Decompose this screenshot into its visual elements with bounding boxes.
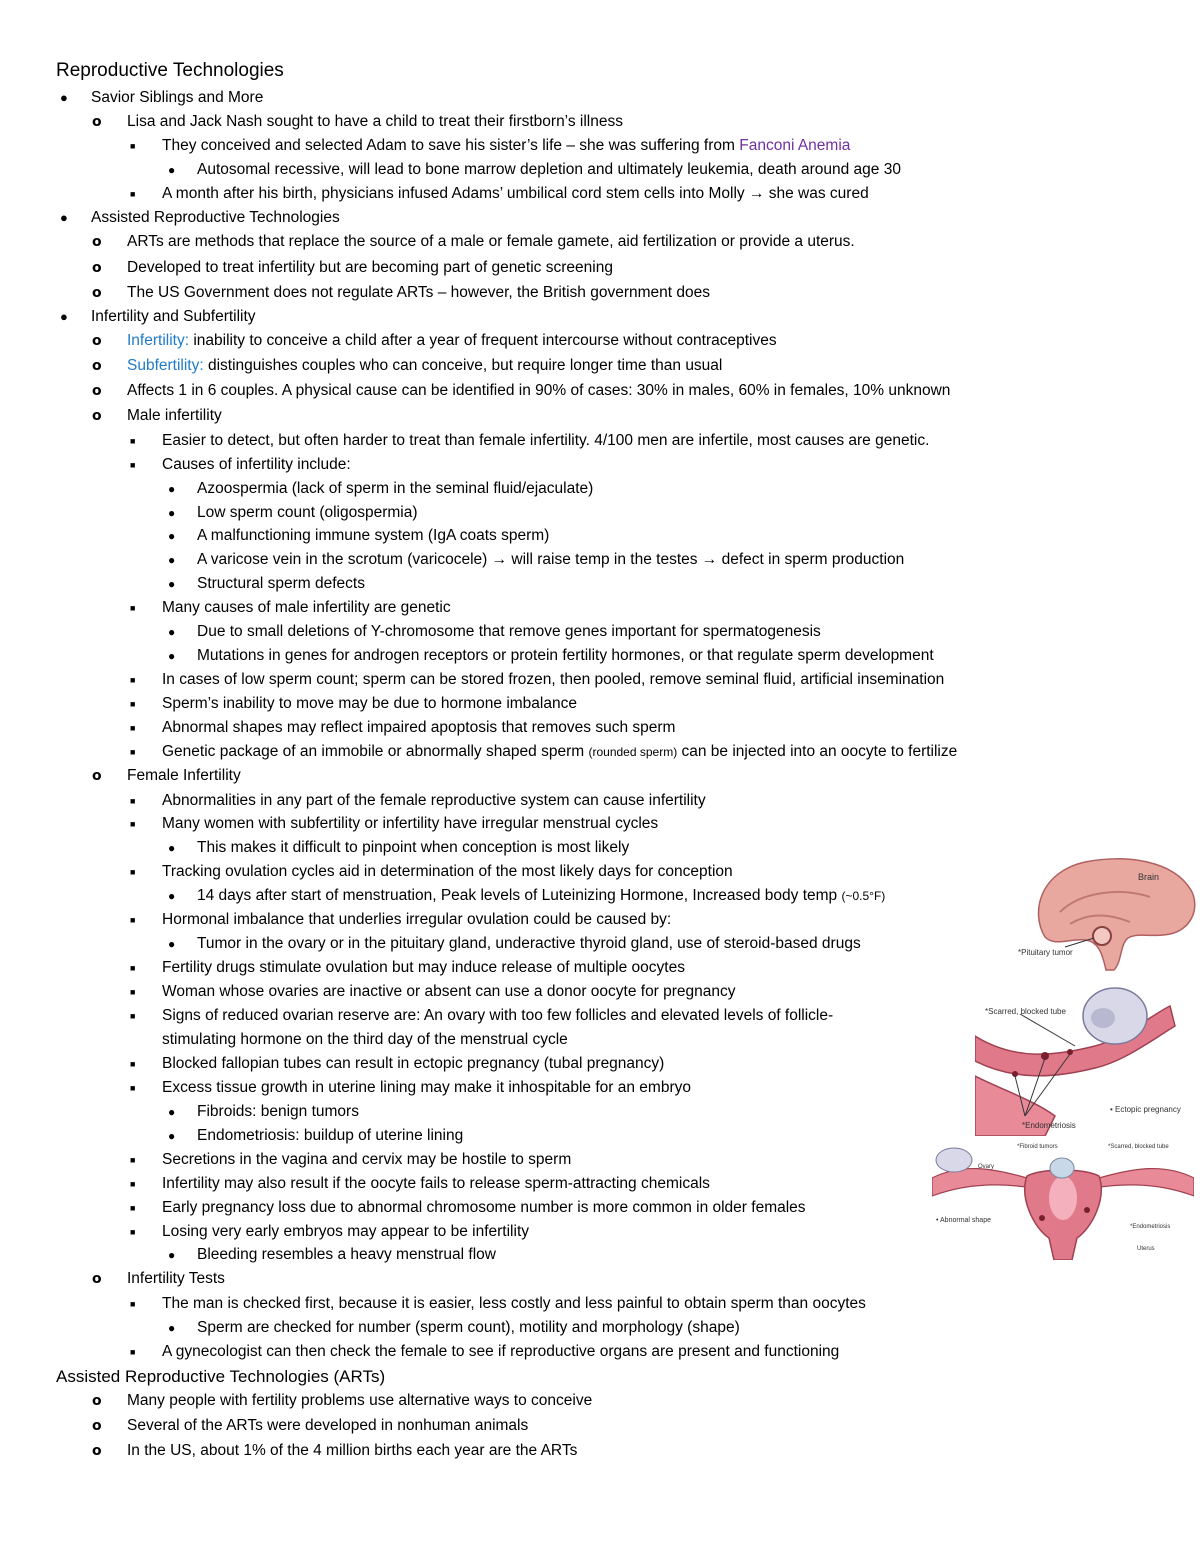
bullet-circle-icon: o xyxy=(92,333,102,349)
bullet-square-icon: ■ xyxy=(130,1059,136,1069)
bullet-square-icon: ■ xyxy=(130,723,136,733)
section-heading: Assisted Reproductive Technologies (ARTs) xyxy=(56,1367,386,1386)
uterus-figure xyxy=(932,1138,1194,1260)
bullet-square-icon: ■ xyxy=(130,915,136,925)
label-scarred: *Scarred, blocked tube xyxy=(985,1007,1066,1016)
term-subfertility: Subfertility: xyxy=(127,357,204,374)
page-title: Reproductive Technologies xyxy=(56,60,284,81)
bullet-square-icon: ■ xyxy=(130,141,136,151)
bullet-square-icon: ■ xyxy=(130,1227,136,1237)
label-abnormal-shape: • Abnormal shape xyxy=(936,1217,991,1224)
uterus-illustration xyxy=(932,1138,1194,1260)
bullet-disc-icon: ● xyxy=(168,506,176,520)
blocked-tube-figure xyxy=(975,976,1200,1136)
label-endometriosis-2: *Endometriosis xyxy=(1130,1224,1171,1230)
bullet-circle-icon: o xyxy=(92,383,102,399)
bullet-circle-icon: o xyxy=(92,1393,102,1409)
bullet-circle-icon: o xyxy=(92,1418,102,1434)
bullet-disc-icon: ● xyxy=(168,577,176,591)
label-endometriosis: *Endometriosis xyxy=(1022,1121,1076,1130)
bullet-square-icon: ■ xyxy=(130,1155,136,1165)
bullet-circle-icon: o xyxy=(92,408,102,424)
label-fibroid: *Fibroid tumors xyxy=(1017,1144,1058,1150)
bullet-square-icon: ■ xyxy=(130,460,136,470)
bullet-disc-icon: ● xyxy=(168,649,176,663)
label-pituitary: *Pituitary tumor xyxy=(1018,948,1073,957)
label-ectopic: • Ectopic pregnancy xyxy=(1110,1105,1181,1114)
brain-illustration xyxy=(1010,852,1200,972)
bullet-circle-icon: o xyxy=(92,768,102,784)
label-scarred-2: *Scarred, blocked tube xyxy=(1108,1144,1169,1150)
bullet-square-icon: ■ xyxy=(130,675,136,685)
bullet-disc-icon: ● xyxy=(168,529,176,543)
label-uterus: Uterus xyxy=(1137,1246,1155,1252)
bullet-disc-icon: ● xyxy=(168,841,176,855)
bullet-circle-icon: o xyxy=(92,114,102,130)
bullet-disc-icon: ● xyxy=(168,937,176,951)
bullet-square-icon: ■ xyxy=(130,189,136,199)
bullet-disc-icon: ● xyxy=(168,625,176,639)
reproductive-tract-illustration xyxy=(975,976,1200,1136)
bullet-circle-icon: o xyxy=(92,1271,102,1287)
bullet-square-icon: ■ xyxy=(130,1179,136,1189)
bullet-square-icon: ■ xyxy=(130,819,136,829)
bullet-disc-icon: ● xyxy=(168,553,176,567)
bullet-square-icon: ■ xyxy=(130,796,136,806)
bullet-square-icon: ■ xyxy=(130,1083,136,1093)
bullet-circle-icon: o xyxy=(92,234,102,250)
brain-pituitary-figure xyxy=(1010,852,1200,972)
bullet-disc-icon: ● xyxy=(168,889,176,903)
bullet-circle-icon: o xyxy=(92,285,102,301)
bullet-disc-icon: ● xyxy=(60,210,68,225)
label-brain: Brain xyxy=(1138,872,1160,882)
bullet-square-icon: ■ xyxy=(130,699,136,709)
bullet-circle-icon: o xyxy=(92,1443,102,1459)
bullet-disc-icon: ● xyxy=(60,309,68,324)
bullet-square-icon: ■ xyxy=(130,1299,136,1309)
bullet-disc-icon: ● xyxy=(168,163,176,177)
label-ovary: Ovary xyxy=(978,1164,995,1170)
bullet-square-icon: ■ xyxy=(130,1347,136,1357)
highlight-fanconi: Fanconi Anemia xyxy=(739,137,851,154)
bullet-disc-icon: ● xyxy=(168,1129,176,1143)
bullet-square-icon: ■ xyxy=(130,963,136,973)
bullet-disc-icon: ● xyxy=(168,1321,176,1335)
bullet-circle-icon: o xyxy=(92,358,102,374)
bullet-disc-icon: ● xyxy=(168,482,176,496)
bullet-circle-icon: o xyxy=(92,260,102,276)
bullet-square-icon: ■ xyxy=(130,436,136,446)
bullet-square-icon: ■ xyxy=(130,1203,136,1213)
bullet-square-icon: ■ xyxy=(130,747,136,757)
bullet-square-icon: ■ xyxy=(130,867,136,877)
bullet-square-icon: ■ xyxy=(130,987,136,997)
bullet-square-icon: ■ xyxy=(130,603,136,613)
bullet-disc-icon: ● xyxy=(60,90,68,105)
bullet-square-icon: ■ xyxy=(130,1011,136,1021)
bullet-disc-icon: ● xyxy=(168,1105,176,1119)
bullet-disc-icon: ● xyxy=(168,1248,176,1262)
term-infertility: Infertility: xyxy=(127,332,190,349)
document-page: Reproductive Technologies ● Savior Siblings and More o Lisa and Jack Nash sought to have a child to treat their firstborn’s illness ■ They conceived and selected Adam to save his sister’s life – she was suffering from Fanconi Anemia ● Autosomal recessive, will lead to bone marrow depletion and ultimately leukemia, death around age 30 ■ A month after his birth, physicians infused Adams’ umbilical cord stem cells into Molly → she was cured ● Assisted Reproductive Technologies o ARTs are methods that replace the source of a male or female gamete, aid fertilization or provide a uterus. o Developed to treat infertility but are becoming part of genetic screening o The US Government does not regulate ARTs – however, the British government does ● Infertility and Subfertility o Infertility: inability to conceive a child after a year of frequent intercourse without contraceptives o Subfertility: distinguishes couples who can conceive, but require longer time than usual o Affects 1 in 6 couples. A physical cause can be identified in 90% of cases: 30% in males, 60% in females, 10% unknown o Male infertility ■ Easier to detect, but often harder to treat than female infertility. 4/100 men are infertile, most causes are genetic. ■ Causes of infertility include: ● Azoospermia (lack of sperm in the seminal fluid/ejaculate) ● Low sperm count (oligospermia) ● A malfunctioning immune system (IgA coats sperm) ● A varicose vein in the scrotum (varicocele) → will raise temp in the testes → defect in sperm production ● Structural sperm defects ■ Many causes of male infertility are genetic ● Due to small deletions of Y-chromosome that remove genes important for spermatogenesis ● Mutations in genes for androgen receptors or protein fertility hormones, or that regulate sperm development ■ In cases of low sperm count; sperm can be stored frozen, then pooled, remove seminal fluid, artificial insemination ■ Sperm’s inability to move may be due to hormone imbalance ■ Abnormal shapes may reflect impaired apoptosis that removes such sperm ■ Genetic package of an immobile or abnormally shaped sperm (rounded sperm) can be injected into an oocyte to fertilize o Female Infertility ■ Abnormalities in any part of the female reproductive system can cause infertility ■ Many women with subfertility or infertility have irregular menstrual cycles ● This makes it difficult to pinpoint when conception is most likely ■ Tracking ovulation cycles aid in determination of the most likely days for conception ● 14 days after start of menstruation, Peak levels of Luteinizing Hormone, Increased body temp (~0.5°F) ■ Hormonal imbalance that underlies irregular ovulation could be caused by: ● Tumor in the ovary or in the pituitary gland, underactive thyroid gland, use of steroid-based drugs ■ Fertility drugs stimulate ovulation but may induce release of multiple oocytes ■ Woman whose ovaries are inactive or absent can use a donor oocyte for pregnancy ■ Signs of reduced ovarian reserve are: An ovary with too few follicles and elevated levels of follicle- stimulating hormone on the third day of the menstrual cycle ■ Blocked fallopian tubes can result in ectopic pregnancy (tubal pregnancy) ■ Excess tissue growth in uterine lining may make it inhospitable for an embryo ● Fibroids: benign tumors ● Endometriosis: buildup of uterine lining ■ Secretions in the vagina and cervix may be hostile to sperm ■ Infertility may also result if the oocyte fails to release sperm-attracting chemicals ■ Early pregnancy loss due to abnormal chromosome number is more common in older females ■ Losing very early embryos may appear to be infertility ● Bleeding resembles a heavy menstrual flow o Infertility Tests ■ The man is checked first, because it is easier, less costly and less painful to obtain sperm than oocytes ● Sperm are checked for number (sperm count), motility and morphology (shape) ■ A gynecologist can then check the female to see if reproductive organs are present and functioning Assisted Reproductive Technologies (ARTs) o Many people with fertility problems use alternative ways to conceive o Several of the ARTs were developed in nonhuman animals o In the US, about 1% of the 4 million births each year are the ARTs Brain *Pituitary tumor *Scarred, blocked tube *Endometriosis • Ectopic pregnancy *Fibroid tumors *Scarred, blocked tube Ovary • Abnormal shape *Endometriosis Uterus xyxy=(0,0,1200,1553)
